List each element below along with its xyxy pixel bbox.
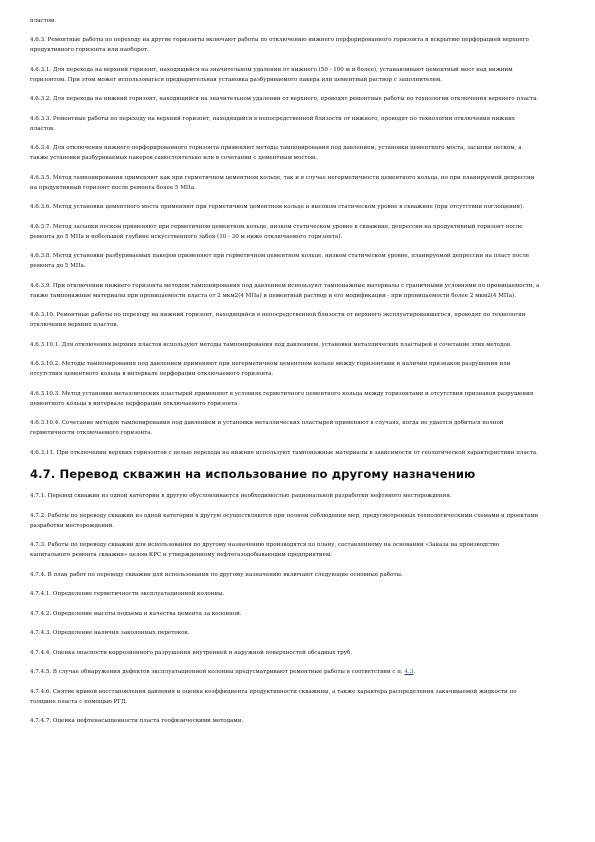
paragraph: 4.6.3.1. Для перехода на верхний горизонт, находящийся на значительном удалении от нижнего (50 - 100 м и более), устанавливают цементный мост над нижним горизонтом. При этом может использоваться предварительная установка разбуриваемого пакера или цементный раствор с заполнителем.: [30, 66, 513, 83]
section-4-7: [30, 491, 540, 726]
paragraph: 4.7.4.6. Снятие кривой восстановления давления и оценка коэффициента продуктивности скважины, а также характера распределения закачиваемой жидкости по толщине пласта с помощью РГД.: [30, 688, 517, 705]
paragraph: 4.6.3.6. Метод установки цементного моста применяют при герметичном цементном кольце и высоком статическом уровне в скважине (при отсутствии поглощения).: [30, 204, 524, 210]
list-item-text: 4.7.4.5. В случае обнаружения дефектов эксплуатационной колонны предусматривают ремонтные работы в соответствии с п.: [30, 669, 403, 675]
paragraph: 4.6.3.2. Для перехода на нижний горизонт, находящийся на значительном удалении от верхнего, проводят ремонтные работы по технологии отключения верхнего пласта.: [30, 96, 539, 102]
paragraph: 4.6.3.4. Для отключения нижнего перфорированного горизонта применяют методы тампонирования под давлением, установки цементного моста, засыпки песком, а также установки разбуриваемых пакеров самостоятельно или в сочетании с цементным мостом.: [30, 145, 522, 161]
top-fragment: пластом.: [30, 18, 57, 24]
list-item: 4.7.4.1. Определение герметичности эксплуатационной колонны.: [30, 591, 225, 597]
paragraph: 4.6.3.10.4. Сочетание методов тампонирования под давлением и установки металлических пластырей применяют в случаях, когда не удается добиться полной герметичности отключаемого горизонта.: [30, 420, 504, 436]
paragraph: 4.6.3.3. Ремонтные работы по переходу на верхний горизонт, находящийся в непосредственной близости от нижнего, проводят по технологии отключения нижних пластов.: [30, 115, 515, 132]
paragraph: 4.6.3.9. При отключении нижнего горизонта методом тампонирования под давлением используют тампонажные материалы с граничными условиями по проницаемости, а также тампонажные материалы при проницаемости пласта от 2 мкм2(4 МПа) и цементный раствор и его модификации - при проницаемости более 2 мкм2(4 МПа).: [30, 282, 540, 299]
paragraph: 4.7.2. Работы по переводу скважин из одной категории в другую осуществляются при полном соблюдении мер, предусмотренных технологическими схемами и проектами разработки месторождений.: [30, 512, 539, 529]
section-heading: 4.7. Перевод скважин на использование по другому назначению: [30, 467, 476, 481]
list-item-end: .: [413, 669, 416, 675]
paragraph: 4.7.1. Перевод скважин из одной категории в другую обусловливается необходимостью рациональной разработки нефтяного месторождения.: [30, 493, 452, 499]
paragraph: 4.6.3.7. Метод засыпки песком применяют при герметичном цементном кольце, низком статическом уровне в скважине, депрессии на продуктивный горизонт после ремонта до 5 МПа и небольшой глубине искусственного забоя (10 - 30 м ниже отключаемого горизонта).: [30, 223, 523, 240]
section-4-6-3: [30, 35, 540, 458]
paragraph: 4.6.3.10.2. Методы тампонирования под давлением применяют при негерметичном цементном кольце между горизонтами и наличии признаков разрушения или отсутствия цементного кольца в интервале перфорации отключаемого горизонта.: [30, 361, 511, 377]
paragraph: 4.6.3. Ремонтные работы по переходу на другие горизонты включают работы по отключению нижнего перфорированного горизонта и вскрытию перфорацией верхнего продуктивного горизонта или наоборот.: [30, 37, 529, 53]
paragraph: 4.6.3.10. Ремонтные работы по переходу на нижний горизонт, находящийся в непосредственной близости от верхнего эксплуатировавшегося, проводят по технологии отключения верхних пластов.: [30, 312, 526, 328]
list-item: 4.7.4.4. Оценка опасности коррозионного разрушения внутренней и наружной поверхностей обсадных труб.: [30, 649, 353, 656]
paragraph: 4.6.3.10.1. Для отключения верхних пластов используют методы тампонирования под давлением, установки металлических пластырей и сочетание этих методов.: [30, 341, 512, 348]
list-item: 4.7.4.3. Определение наличия заколонных перетоков.: [30, 630, 190, 636]
list-item: 4.7.4.2. Определение высоты подъема и качества цемента за колонной.: [30, 610, 242, 617]
paragraph: 4.6.3.11. При отключении верхних горизонтов с целью перехода на нижние используют тампонажные материалы в зависимости от геологической характеристики пласта.: [30, 449, 538, 456]
paragraph: 4.6.3.8. Метод установки разбуриваемых пакеров применяют при герметичном цементном кольце, низком статическом уровне, планируемой депрессии на пласт после ремонта до 5 МПа.: [30, 253, 530, 269]
paragraph: 4.7.4. В план работ по переводу скважин для использования по другому назначению включают следующие основные работы.: [30, 571, 403, 578]
paragraph: 4.7.3. Работы по переводу скважин для использования по другому назначению производятся по плану, составленному на основании «Заказа на производство капитального ремонта скважин» целом КРС и утвержденному нефтегазодобывающим предприятием.: [30, 542, 500, 558]
paragraph: 4.6.3.10.3. Метод установки металлических пластырей применяют в условиях герметичного цементного кольца между горизонтами и отсутствия признаков разрушения цементного кольца в интервале перфорации отключаемого горизонта.: [30, 390, 534, 407]
section-4-3-link[interactable]: 4.3: [404, 669, 414, 675]
list-item-4-7-4-5: [30, 667, 540, 677]
paragraph: 4.6.3.5. Метод тампонирования применяют как при герметичном цементном кольце, так и в случае негерметичности цементного кольца, но при планируемой депрессии на продуктивный горизонт после ремонта более 5 МПа.: [30, 174, 535, 191]
paragraph: 4.7.4.7. Оценка нефтенасыщенности пласта геофизическими методами.: [30, 718, 244, 724]
